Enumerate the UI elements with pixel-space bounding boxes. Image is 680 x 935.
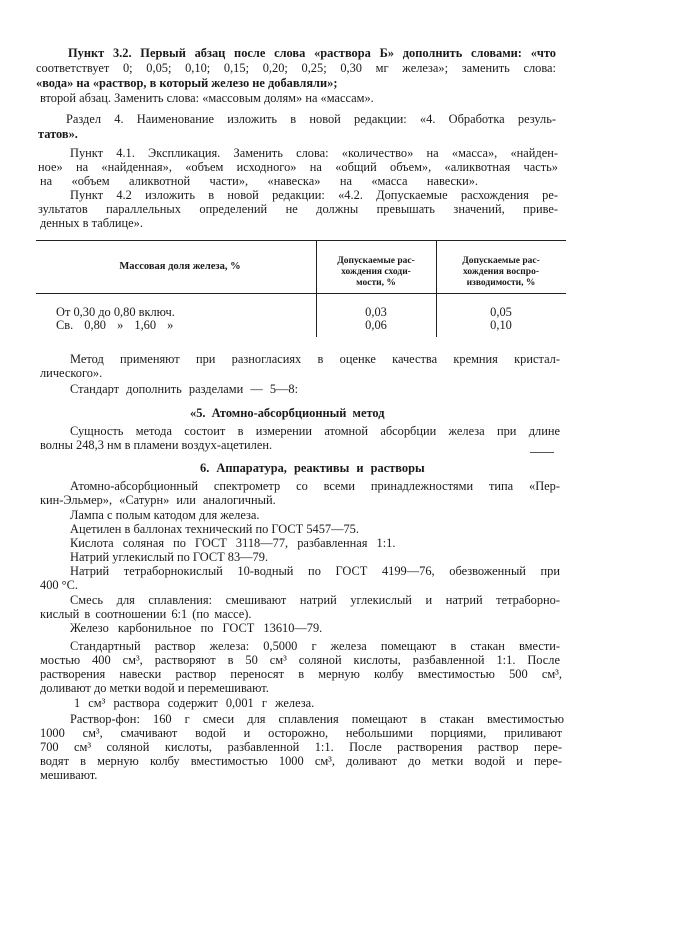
bg-solution-line-4: водят в мерную колбу вместимостью 1000 см³, доливают до метки водой и пере- — [40, 754, 562, 768]
table-header-convergence-2: хождения сходи- — [341, 267, 411, 277]
table-row-1-convergence: 0,03 — [365, 305, 387, 319]
sec6-line-9: Смесь для сплавления: смешивают натрий углекислый и натрий тетраборно- — [70, 593, 560, 607]
std-solution-line-3: растворения навески раствор переносят в мерную колбу вместимостью 500 см³, — [40, 667, 562, 681]
sec6-title: 6. Аппаратура, реактивы и растворы — [200, 461, 425, 475]
sec6-line-8: 400 °С. — [40, 578, 79, 592]
table-header-convergence-1: Допускаемые рас- — [337, 256, 415, 266]
p32-line-3: «вода» на «раствор, в который железо не добавляли»; — [36, 76, 338, 90]
sec4-line-1: Раздел 4. Наименование изложить в новой редакции: «4. Обработка резуль- — [66, 112, 556, 126]
p32-line-1: Пункт 3.2. Первый абзац после слова «раствора Б» дополнить словами: «что — [68, 46, 556, 60]
sec6-line-2: кин-Эльмер», «Сатурн» или аналогичный. — [40, 493, 276, 507]
method-line-1: Метод применяют при разногласиях в оценке качества кремния кристал- — [70, 352, 560, 366]
p41-line-1: Пункт 4.1. Экспликация. Заменить слова: «количество» на «масса», «найден- — [70, 146, 558, 160]
table-row-1-range: От 0,30 до 0,80 включ. — [56, 305, 175, 319]
table-row-2-range: Св. 0,80 » 1,60 » — [56, 318, 174, 332]
std-solution-line-1: Стандартный раствор железа: 0,5000 г железа помещают в стакан вмести- — [70, 639, 560, 653]
sec6-line-4: Ацетилен в баллонах технический по ГОСТ 5457—75. — [70, 522, 359, 536]
table-header-mass-fraction: Массовая доля железа, % — [119, 261, 241, 272]
sec5-line-2: волны 248,3 нм в пламени воздух-ацетилен. — [40, 438, 273, 452]
table-col-divider-2 — [436, 240, 437, 337]
sec6-line-6: Натрий углекислый по ГОСТ 83—79. — [70, 550, 269, 564]
p42-line-1: Пункт 4.2 изложить в новой редакции: «4.2. Допускаемые расхождения ре- — [70, 188, 558, 202]
table-header-rule — [36, 293, 566, 294]
sec5-title: «5. Атомно-абсорбционный метод — [190, 406, 385, 420]
sec4-line-2: татов». — [38, 127, 78, 141]
bg-solution-line-1: Раствор-фон: 160 г смеси для сплавления помещают в стакан вместимостью — [70, 712, 564, 726]
table-header-reproducibility-2: хождения воспро- — [463, 267, 539, 277]
table-header-convergence-3: мости, % — [356, 278, 396, 288]
p41-line-3: на «объем аликвотной части», «навеска» на «масса навески». — [40, 174, 478, 188]
standard-line: Стандарт дополнить разделами — 5—8: — [70, 382, 299, 396]
scan-mark — [530, 452, 554, 453]
table-top-rule — [36, 240, 566, 241]
sec6-line-7: Натрий тетраборнокислый 10-водный по ГОСТ 4199—76, обезвоженный при — [70, 564, 560, 578]
table-header-reproducibility-3: изводимости, % — [466, 278, 536, 288]
bg-solution-line-3: 700 см³ соляной кислоты, разбавленной 1:1. После растворения раствор пере- — [40, 740, 562, 754]
sec6-line-5: Кислота соляная по ГОСТ 3118—77, разбавленная 1:1. — [70, 536, 396, 550]
p42-line-3: денных в таблице». — [40, 216, 143, 230]
std-solution-line-4: доливают до метки водой и перемешивают. — [40, 681, 269, 695]
p41-line-2: ное» на «найденная», «объем исходного» на «общий объем», «аликвотная часть» — [38, 160, 558, 174]
table-row-1-reproducibility: 0,05 — [490, 305, 512, 319]
sec6-line-3: Лампа с полым катодом для железа. — [70, 508, 260, 522]
table-row-2-convergence: 0,06 — [365, 318, 387, 332]
sec6-line-11: Железо карбонильное по ГОСТ 13610—79. — [70, 621, 323, 635]
table-header-reproducibility-1: Допускаемые рас- — [462, 256, 540, 266]
sec5-line-1: Сущность метода состоит в измерении атомной абсорбции железа при длине — [70, 424, 560, 438]
method-line-2: лического». — [40, 366, 103, 380]
p32-line-2: соответствует 0; 0,05; 0,10; 0,15; 0,20; 0,25; 0,30 мг железа»; заменить слова: — [36, 61, 556, 75]
p32-line-4: второй абзац. Заменить слова: «массовым долям» на «массам». — [40, 91, 374, 105]
sec6-line-1: Атомно-абсорбционный спектрометр со всеми принадлежностями типа «Пер- — [70, 479, 560, 493]
std-solution-line-5: 1 см³ раствора содержит 0,001 г железа. — [74, 696, 315, 710]
std-solution-line-2: мостью 400 см³, растворяют в 50 см³ соляной кислоты, разбавленной 1:1. После — [40, 653, 560, 667]
table-col-divider-1 — [316, 240, 317, 337]
sec6-line-10: кислый в соотношении 6:1 (по массе). — [40, 607, 252, 621]
p42-line-2: зультатов параллельных определений не должны превышать значений, приве- — [38, 202, 558, 216]
bg-solution-line-5: мешивают. — [40, 768, 98, 782]
bg-solution-line-2: 1000 см³, смачивают водой и осторожно, небольшими порциями, приливают — [40, 726, 562, 740]
table-row-2-reproducibility: 0,10 — [490, 318, 512, 332]
